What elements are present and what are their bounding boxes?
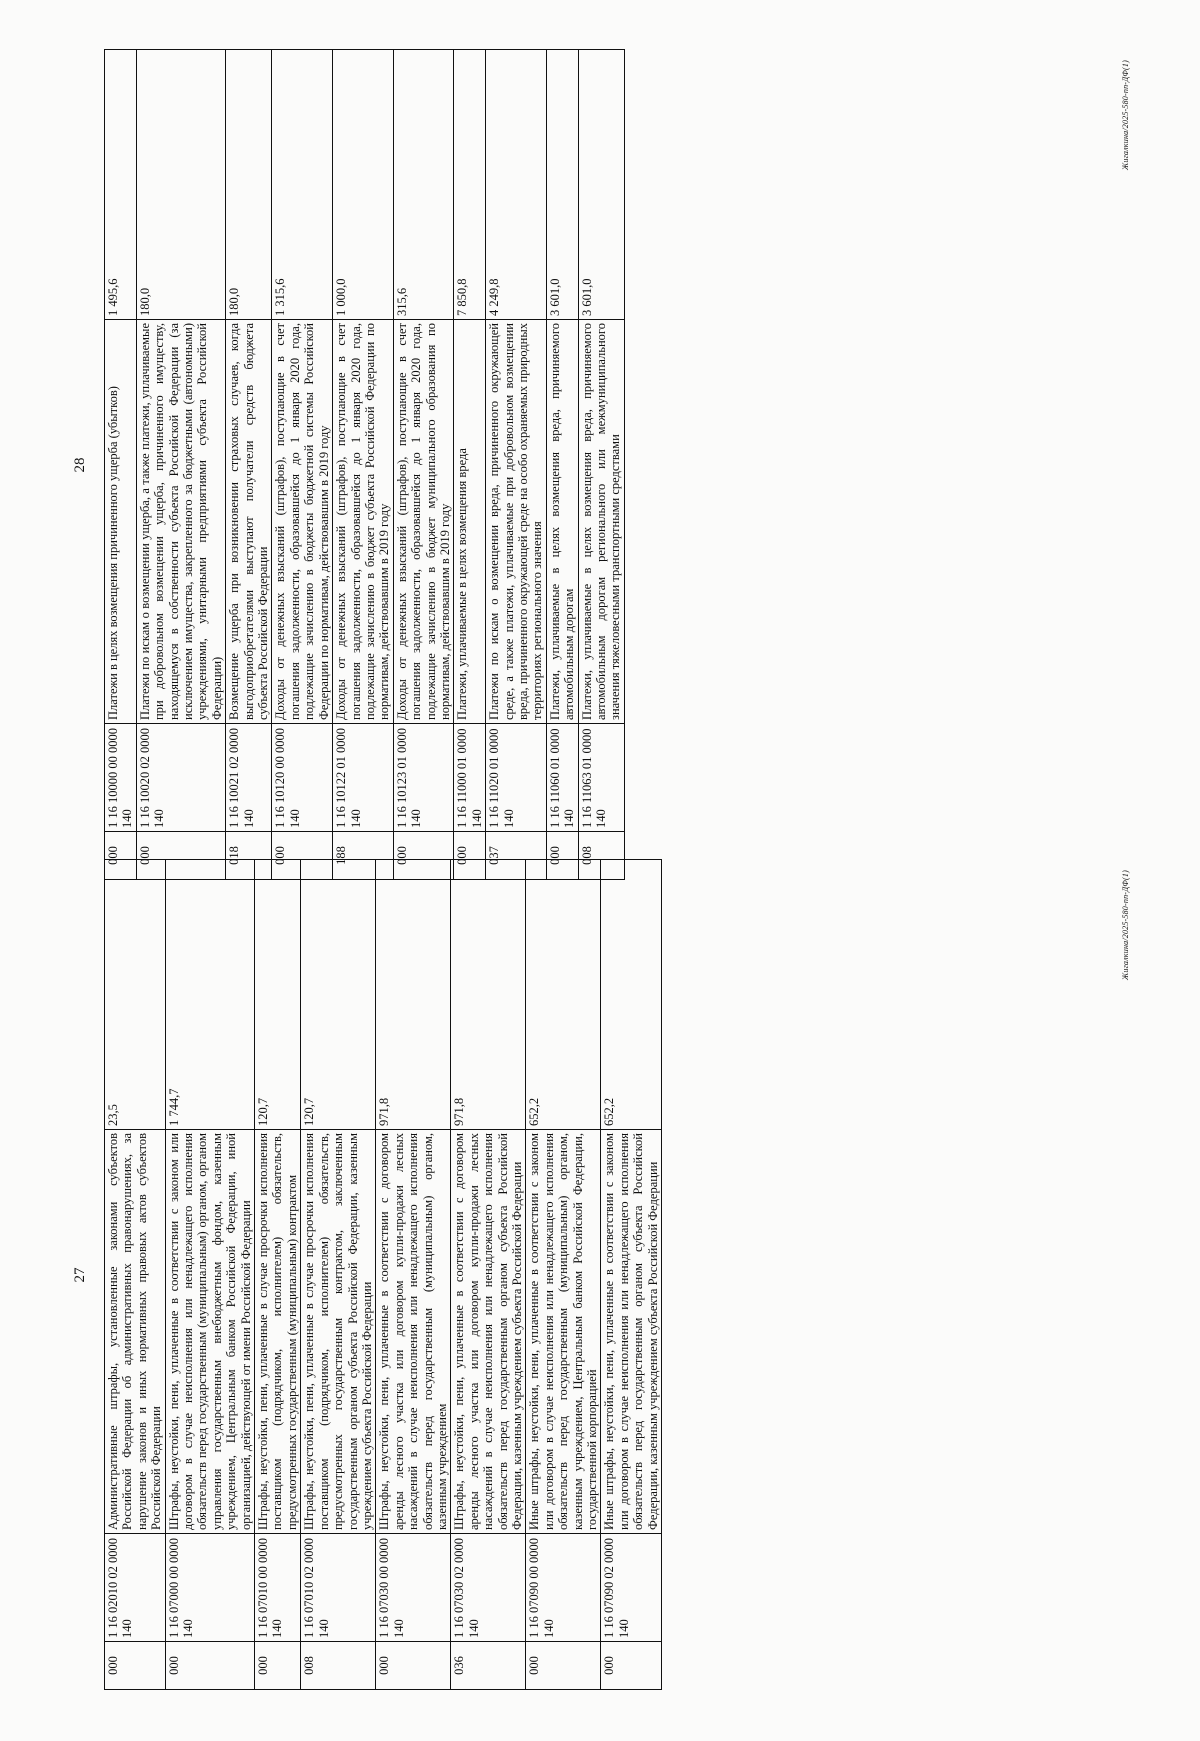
admin-code-cell: 188 xyxy=(333,832,394,880)
revenue-name-cell: Доходы от денежных взысканий (штрафов), поступающие в счет погашения задолженности, образовавшейся до 1 января 2020 года, подлежащие зачислению в бюджет субъекта Российской Федерации по нормативам, действовавшим в 2019 году xyxy=(333,320,394,724)
revenue-name-cell: Платежи по искам о возмещении вреда, причиненного окружающей среде, а также платежи, уплачиваемые при добровольном возмещении вреда, причиненного окружающей среде на особо охраняемых природных территориях регионального значения xyxy=(486,320,547,724)
admin-code-cell: 000 xyxy=(376,1642,451,1690)
table-row xyxy=(272,50,333,880)
budget-code-cell: 1 16 10120 00 0000 140 xyxy=(272,724,333,832)
table-row xyxy=(105,860,166,1690)
admin-code-cell: 018 xyxy=(226,832,272,880)
admin-code-cell: 000 xyxy=(136,832,225,880)
amount-cell: 3 601,0 xyxy=(578,50,624,320)
budget-code-cell: 1 16 10000 00 0000 140 xyxy=(105,724,137,832)
revenue-name-cell: Доходы от денежных взысканий (штрафов), поступающие в счет погашения задолженности, образовавшейся до 1 января 2020 года, подлежащие зачислению в бюджет муниципального образования по нормативам, действовавшим в 2019 году xyxy=(393,320,454,724)
amount-cell: 120,7 xyxy=(255,860,301,1130)
budget-code-cell: 1 16 10020 02 0000 140 xyxy=(136,724,225,832)
admin-code-cell: 000 xyxy=(546,832,578,880)
table-row xyxy=(454,50,486,880)
admin-code-cell: 000 xyxy=(272,832,333,880)
admin-code-cell: 000 xyxy=(393,832,454,880)
table-row xyxy=(393,50,454,880)
revenue-name-cell: Возмещение ущерба при возникновении страховых случаев, когда выгодоприобретателями выступают получатели средств бюджета субъекта Российской Федерации xyxy=(226,320,272,724)
table-row xyxy=(255,860,301,1690)
table-row xyxy=(226,50,272,880)
table-row xyxy=(451,860,526,1690)
page-number: 28 xyxy=(72,457,88,473)
page-number: 27 xyxy=(72,1267,88,1283)
revenue-name-cell: Платежи, уплачиваемые в целях возмещения вреда, причиняемого автомобильным дорогам xyxy=(546,320,578,724)
revenue-name-cell: Административные штрафы, установленные законами субъектов Российской Федерации об административных правонарушениях, за нарушение законов и иных нормативных правовых актов субъектов Российской Федерации xyxy=(105,1130,166,1534)
admin-code-cell: 000 xyxy=(601,1642,662,1690)
revenue-name-cell: Штрафы, неустойки, пени, уплаченные в соответствии с договором аренды лесного участка или договором купли-продажи лесных насаждений в случае неисполнения или ненадлежащего исполнения обязательств перед государственным (муниципальным) органом, казенным учреждением xyxy=(376,1130,451,1534)
budget-code-cell: 1 16 02010 02 0000 140 xyxy=(105,1534,166,1642)
table-row xyxy=(486,50,547,880)
budget-code-cell: 1 16 07090 02 0000 140 xyxy=(601,1534,662,1642)
revenue-name-cell: Штрафы, неустойки, пени, уплаченные в случае просрочки исполнения поставщиком (подрядчиком, исполнителем) обязательств, предусмотренных государственным (муниципальным) контрактом xyxy=(255,1130,301,1534)
amount-cell: 652,2 xyxy=(526,860,601,1130)
revenue-name-cell: Штрафы, неустойки, пени, уплаченные в случае просрочки исполнения поставщиком (подрядчиком, исполнителем) обязательств, предусмотренных государственным контрактом, заключенным государственным органом субъекта Российской Федерации, казенным учреждением субъекта Российской Федерации xyxy=(301,1130,376,1534)
amount-cell: 7 850,8 xyxy=(454,50,486,320)
table-row xyxy=(301,860,376,1690)
amount-cell: 652,2 xyxy=(601,860,662,1130)
budget-code-cell: 1 16 11020 01 0000 140 xyxy=(486,724,547,832)
admin-code-cell: 000 xyxy=(105,1642,166,1690)
budget-code-cell: 1 16 07030 02 0000 140 xyxy=(451,1534,526,1642)
admin-code-cell: 000 xyxy=(454,832,486,880)
table-row xyxy=(601,860,662,1690)
amount-cell: 315,6 xyxy=(393,50,454,320)
revenue-name-cell: Доходы от денежных взысканий (штрафов), поступающие в счет погашения задолженности, образовавшейся до 1 января 2020 года, подлежащие зачислению в бюджеты бюджетной системы Российской Федерации по нормативам, действовавшим в 2019 году xyxy=(272,320,333,724)
document-footer: Жигалкина/2025-580-пп-ДФ(1) xyxy=(1121,60,1130,171)
admin-code-cell: 000 xyxy=(165,1642,254,1690)
budget-code-cell: 1 16 10021 02 0000 140 xyxy=(226,724,272,832)
admin-code-cell: 037 xyxy=(486,832,547,880)
table-row xyxy=(376,860,451,1690)
amount-cell: 120,7 xyxy=(301,860,376,1130)
budget-code-cell: 1 16 07010 00 0000 140 xyxy=(255,1534,301,1642)
revenue-table xyxy=(104,49,625,880)
admin-code-cell: 036 xyxy=(451,1642,526,1690)
revenue-name-cell: Платежи по искам о возмещении ущерба, а также платежи, уплачиваемые при добровольном возмещении ущерба, причиненного имуществу, находящемуся в собственности субъекта Российской Федерации (за исключением имущества, закрепленного за бюджетными (автономными) учреждениями, унитарными предприятиями субъекта Российской Федерации) xyxy=(136,320,225,724)
amount-cell: 180,0 xyxy=(136,50,225,320)
amount-cell: 1 495,6 xyxy=(105,50,137,320)
budget-code-cell: 1 16 11063 01 0000 140 xyxy=(578,724,624,832)
amount-cell: 971,8 xyxy=(376,860,451,1130)
amount-cell: 1 315,6 xyxy=(272,50,333,320)
revenue-name-cell: Иные штрафы, неустойки, пени, уплаченные в соответствии с законом или договором в случае неисполнения или ненадлежащего исполнения обязательств перед государственным (муниципальным) органом, казенным учреждением, Центральным банком Российской Федерации, государственной корпорацией xyxy=(526,1130,601,1534)
amount-cell: 971,8 xyxy=(451,860,526,1130)
table-row xyxy=(136,50,225,880)
table-row xyxy=(333,50,394,880)
budget-code-cell: 1 16 10123 01 0000 140 xyxy=(393,724,454,832)
amount-cell: 1 744,7 xyxy=(165,860,254,1130)
amount-cell: 3 601,0 xyxy=(546,50,578,320)
amount-cell: 4 249,8 xyxy=(486,50,547,320)
admin-code-cell: 000 xyxy=(255,1642,301,1690)
page-28 xyxy=(70,50,1130,880)
budget-code-cell: 1 16 07090 00 0000 140 xyxy=(526,1534,601,1642)
revenue-name-cell: Платежи, уплачиваемые в целях возмещения вреда, причиняемого автомобильным дорогам регионального или межмуниципального значения тяжеловесными транспортными средствами xyxy=(578,320,624,724)
document-footer: Жигалкина/2025-580-пп-ДФ(1) xyxy=(1121,870,1130,981)
table-row xyxy=(546,50,578,880)
revenue-table xyxy=(104,859,662,1690)
budget-code-cell: 1 16 07000 00 0000 140 xyxy=(165,1534,254,1642)
page-27 xyxy=(70,860,1130,1690)
table-row xyxy=(105,50,137,880)
admin-code-cell: 000 xyxy=(105,832,137,880)
table-row xyxy=(578,50,624,880)
amount-cell: 23,5 xyxy=(105,860,166,1130)
table-row xyxy=(165,860,254,1690)
revenue-name-cell: Штрафы, неустойки, пени, уплаченные в соответствии с законом или договором в случае неисполнения или ненадлежащего исполнения обязательств перед государственным (муниципальным) органом, органом управления государственным внебюджетным фондом, казенным учреждением, Центральным банком Российской Федерации, иной организацией, действующей от имени Российской Федерации xyxy=(165,1130,254,1534)
budget-code-cell: 1 16 07010 02 0000 140 xyxy=(301,1534,376,1642)
budget-code-cell: 1 16 07030 00 0000 140 xyxy=(376,1534,451,1642)
amount-cell: 180,0 xyxy=(226,50,272,320)
budget-code-cell: 1 16 11000 01 0000 140 xyxy=(454,724,486,832)
revenue-name-cell: Иные штрафы, неустойки, пени, уплаченные в соответствии с законом или договором в случае неисполнения или ненадлежащего исполнения обязательств перед государственным органом субъекта Российской Федерации, казенным учреждением субъекта Российской Федерации xyxy=(601,1130,662,1534)
budget-code-cell: 1 16 10122 01 0000 140 xyxy=(333,724,394,832)
admin-code-cell: 008 xyxy=(578,832,624,880)
revenue-name-cell: Платежи, уплачиваемые в целях возмещения вреда xyxy=(454,320,486,724)
revenue-name-cell: Штрафы, неустойки, пени, уплаченные в соответствии с договором аренды лесного участка или договором купли-продажи лесных насаждений в случае неисполнения или ненадлежащего исполнения обязательств перед государственным органом субъекта Российской Федерации, казенным учреждением субъекта Российской Федерации xyxy=(451,1130,526,1534)
amount-cell: 1 000,0 xyxy=(333,50,394,320)
admin-code-cell: 008 xyxy=(301,1642,376,1690)
table-row xyxy=(526,860,601,1690)
budget-code-cell: 1 16 11060 01 0000 140 xyxy=(546,724,578,832)
revenue-name-cell: Платежи в целях возмещения причиненного ущерба (убытков) xyxy=(105,320,137,724)
admin-code-cell: 000 xyxy=(526,1642,601,1690)
